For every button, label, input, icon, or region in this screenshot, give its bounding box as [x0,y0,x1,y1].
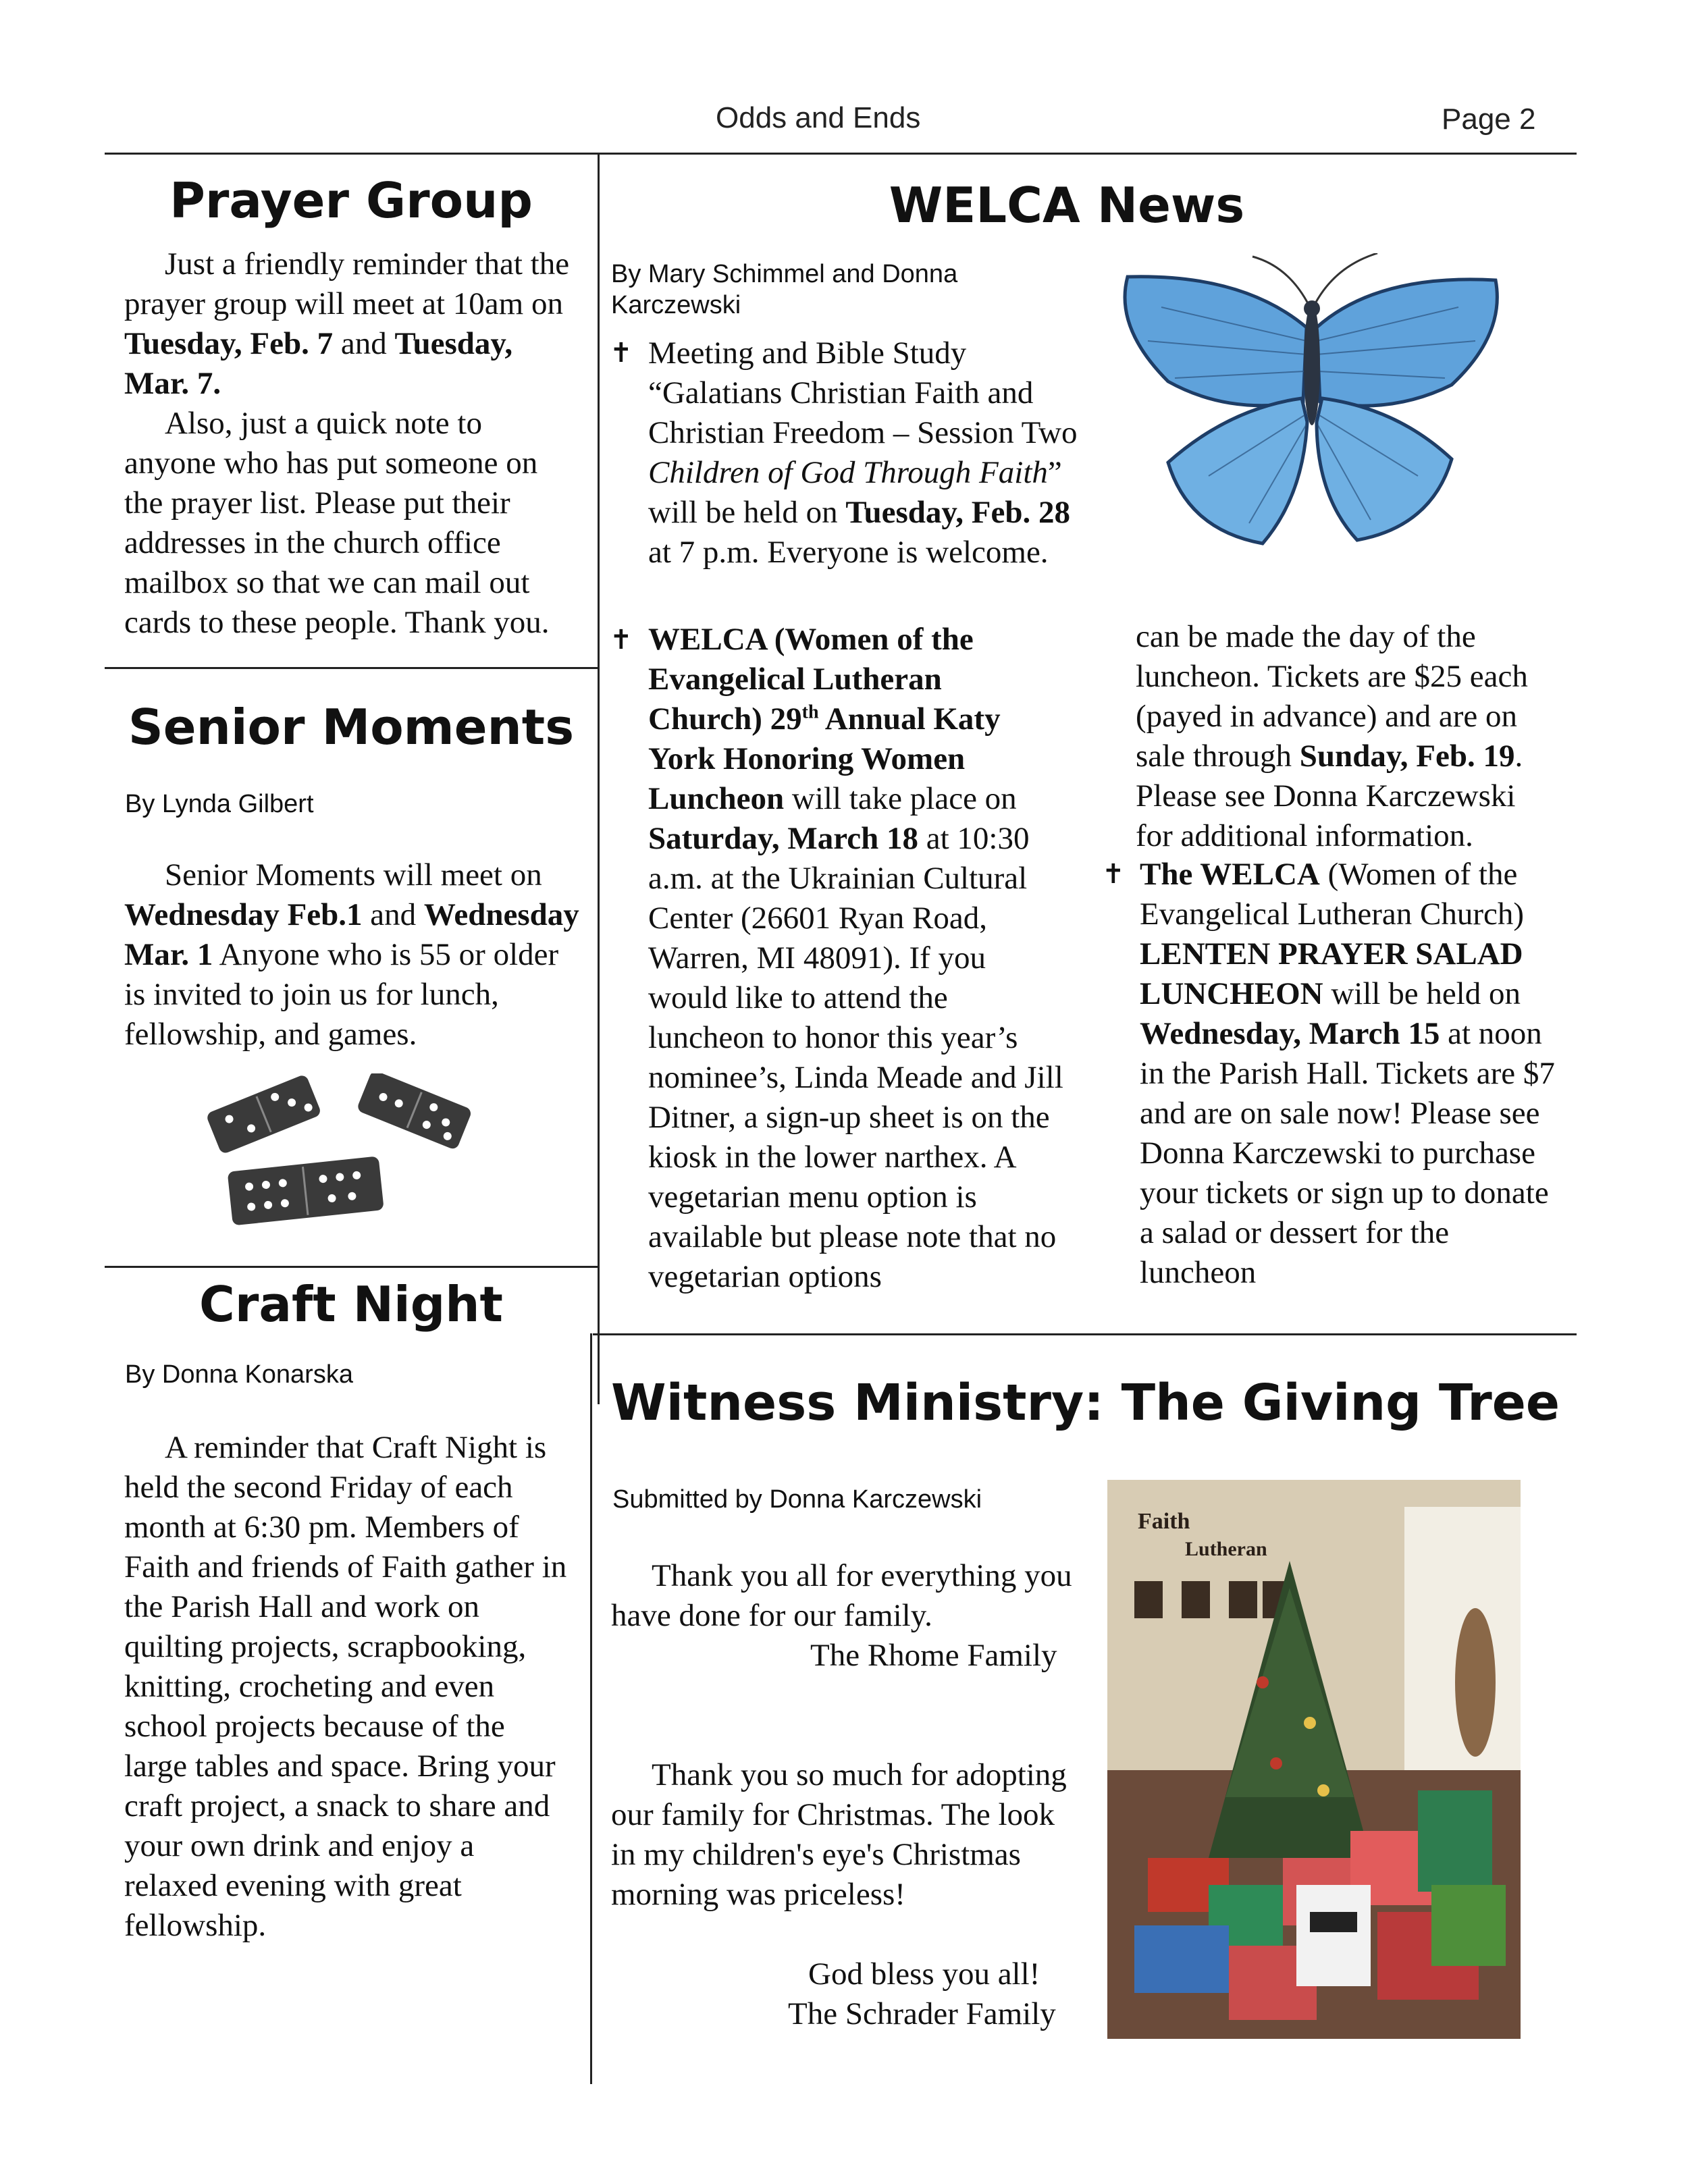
header-rule [105,153,1577,155]
welca-news-byline: By Mary Schimmel and Donna Karczewski [611,260,958,319]
running-header: Odds and Ends [716,101,921,134]
signature-rhome: The Rhome Family [810,1638,1057,1673]
senior-moments-title: Senior Moments [128,699,575,755]
butterfly-image [1107,253,1506,560]
craft-night-title: Craft Night [199,1276,503,1333]
cross-bullet-icon: ✝ [610,338,633,369]
prayer-group-title: Prayer Group [169,172,533,229]
welca-item-bible-study: Meeting and Bible Study “Galatians Christian Faith and Christian Freedom – Session Two Children of God Through Faith” will be held on Tuesday, Feb. 28 at 7 p.m. Everyone is welcome. [648,336,1078,570]
column-divider-lower [590,1333,592,2084]
cross-bullet-icon: ✝ [1102,859,1125,890]
witness-ministry-byline: Submitted by Donna Karczewski [612,1485,982,1514]
witness-ministry-title: Witness Ministry: The Giving Tree [611,1374,1560,1432]
rule-senior-craft [105,1266,598,1268]
senior-moments-body: Senior Moments will meet on Wednesday Feb.1 and Wednesday Mar. 1 Anyone who is 55 or older is invited to join us for lunch, fellowship, and games. [124,857,579,1052]
thank-you-note-schrader: Thank you so much for adopting our family for Christmas. The look in my children's eye's Christmas morning was priceless! [611,1757,1067,1912]
rule-prayer-senior [105,667,598,669]
prayer-group-body: Just a friendly reminder that the prayer group will meet at 10am on Tuesday, Feb. 7 and Tuesday, Mar. 7. Also, just a quick note to anyone who has put someone on the prayer list. Please put their addresses in the church office mailbox so that we can mail out cards to these people. Thank you. [124,246,570,640]
photo-sign-lutheran: Lutheran [1185,1538,1267,1560]
rule-welca-witness [593,1333,1577,1335]
welca-item-luncheon: WELCA (Women of the Evangelical Lutheran Church) 29th Annual Katy York Honoring Women Luncheon will take place on Saturday, March 18 at 10:30 a.m. at the Ukrainian Cultural Center (26601 Ryan Road, Warren, MI 48091). If you would like to attend the luncheon to honor this year’s nominee’s, Linda Meade and Jill Ditner, a sign-up sheet is on the kiosk in the lower narthex. A vegetarian menu option is available but please note that no vegetarian options [648,622,1063,1294]
signature-schrader-line1: God bless you all! [808,1956,1040,1992]
giving-tree-photo [1107,1480,1521,2039]
dominoes-image [203,1073,493,1229]
signature-schrader-line2: The Schrader Family [788,1996,1056,2031]
senior-moments-byline: By Lynda Gilbert [125,790,314,818]
column-divider [598,154,600,1404]
welca-luncheon-continued: can be made the day of the luncheon. Tickets are $25 each (payed in advance) and are on sale through Sunday, Feb. 19. Please see Donna Karczewski for additional information. [1136,619,1528,853]
cross-bullet-icon: ✝ [610,624,633,656]
thank-you-note-rhome: Thank you all for everything you have done for our family. [611,1558,1072,1633]
photo-sign-faith: Faith [1138,1509,1190,1534]
welca-item-lenten-luncheon: The WELCA (Women of the Evangelical Lutheran Church) LENTEN PRAYER SALAD LUNCHEON will be held on Wednesday, March 15 at noon in the Parish Hall. Tickets are $7 and are on sale now! Please see Donna Karczewski to purchase your tickets or sign up to donate a salad or dessert for the luncheon [1140,857,1555,1290]
welca-news-title: WELCA News [889,177,1245,234]
craft-night-body: A reminder that Craft Night is held the second Friday of each month at 6:30 pm. Members of Faith and friends of Faith gather in the Parish Hall and work on quilting projects, scrapbooking, knitting, crocheting and even school projects because of the large tables and space. Bring your craft project, a snack to share and your own drink and enjoy a relaxed evening with great fellowship. [124,1430,567,1943]
craft-night-byline: By Donna Konarska [125,1360,353,1389]
page-number: Page 2 [1442,103,1536,136]
